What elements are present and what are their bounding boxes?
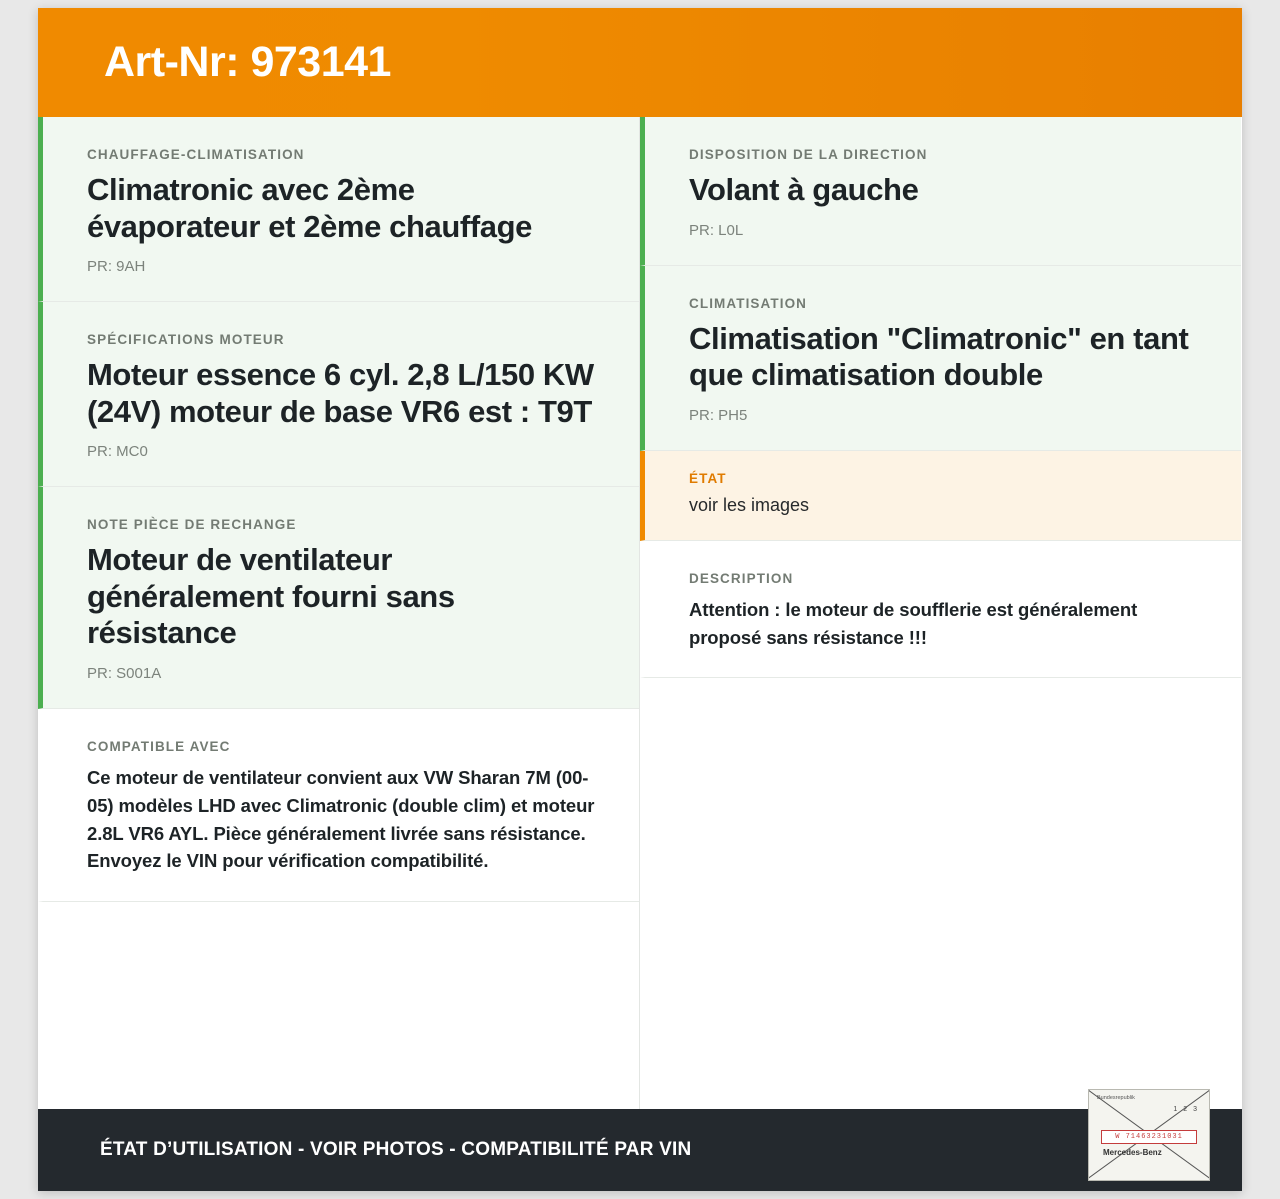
footer-banner xyxy=(38,1095,1242,1191)
spec-pr-code: PR: MC0 xyxy=(87,443,148,461)
spec-value: Ce moteur de ventilateur convient aux VW Sharan 7M (00-05) modèles LHD avec Climatronic (double clim) et moteur 2.8L VR6 AYL. Pièce généralement livrée sans résistance. Envoyez le VIN pour vérification compatibilité. xyxy=(87,767,595,872)
spec-label: CHAUFFAGE-CLIMATISATION xyxy=(87,147,305,162)
spec-value: Climatisation "Climatronic" en tant que climatisation double xyxy=(689,320,1189,393)
spec-pr-code: PR: PH5 xyxy=(689,406,748,424)
spec-pr-code: PR: S001A xyxy=(87,665,162,683)
description-value: Attention : le moteur de soufflerie est généralement proposé sans résistance !!! xyxy=(689,598,1138,648)
spec-card-chauffage-climatisation xyxy=(38,117,639,302)
spec-card-note-piece-de-rechange xyxy=(38,487,639,709)
right-column xyxy=(640,117,1241,1109)
description-label: DESCRIPTION xyxy=(689,570,794,586)
postage-stamp-icon xyxy=(1088,1089,1210,1181)
right-column-filler xyxy=(640,678,1241,1109)
stamp-right-text: 1 2 3 xyxy=(1173,1106,1199,1113)
spec-value: Moteur de ventilateur généralement fourni sans résistance xyxy=(87,542,455,651)
spec-card-compatible-avec xyxy=(38,709,639,902)
status-card-etat xyxy=(640,451,1241,541)
stamp-code: W 71463231031 xyxy=(1101,1130,1197,1144)
spec-label: NOTE PIÈCE DE RECHANGE xyxy=(87,517,297,533)
status-value: voir les images xyxy=(689,494,810,515)
spec-label: SPÉCIFICATIONS MOTEUR xyxy=(87,332,285,348)
stamp-brand: Mercedes-Benz xyxy=(1103,1148,1162,1157)
spec-label: CLIMATISATION xyxy=(689,295,808,311)
left-column-filler xyxy=(38,902,639,1109)
content-columns xyxy=(38,117,1242,1109)
stamp-top-text: Bundesrepublik xyxy=(1097,1095,1135,1101)
spec-label: DISPOSITION DE LA DIRECTION xyxy=(689,147,928,162)
left-column xyxy=(38,117,640,1109)
spec-card-climatisation xyxy=(640,266,1241,451)
spec-value: Moteur essence 6 cyl. 2,8 L/150 KW (24V) moteur de base VR6 est : T9T xyxy=(87,357,594,429)
spec-value: Volant à gauche xyxy=(689,172,919,207)
page-title: Art-Nr: 973141 xyxy=(104,38,391,86)
datasheet xyxy=(38,8,1242,1191)
spec-pr-code: PR: L0L xyxy=(689,221,744,239)
spec-card-disposition-de-la-direction xyxy=(640,117,1241,266)
status-badge-label: ÉTAT xyxy=(689,470,727,486)
spec-card-specifications-moteur xyxy=(38,302,639,487)
header-banner xyxy=(38,8,1242,117)
spec-value: Climatronic avec 2ème évaporateur et 2ème chauffage xyxy=(87,172,532,244)
footer-text: ÉTAT D’UTILISATION - VOIR PHOTOS - COMPATIBILITÉ PAR VIN xyxy=(100,1139,692,1160)
spec-label: COMPATIBLE AVEC xyxy=(87,739,231,755)
spec-pr-code: PR: 9AH xyxy=(87,258,146,276)
description-card xyxy=(640,541,1241,679)
